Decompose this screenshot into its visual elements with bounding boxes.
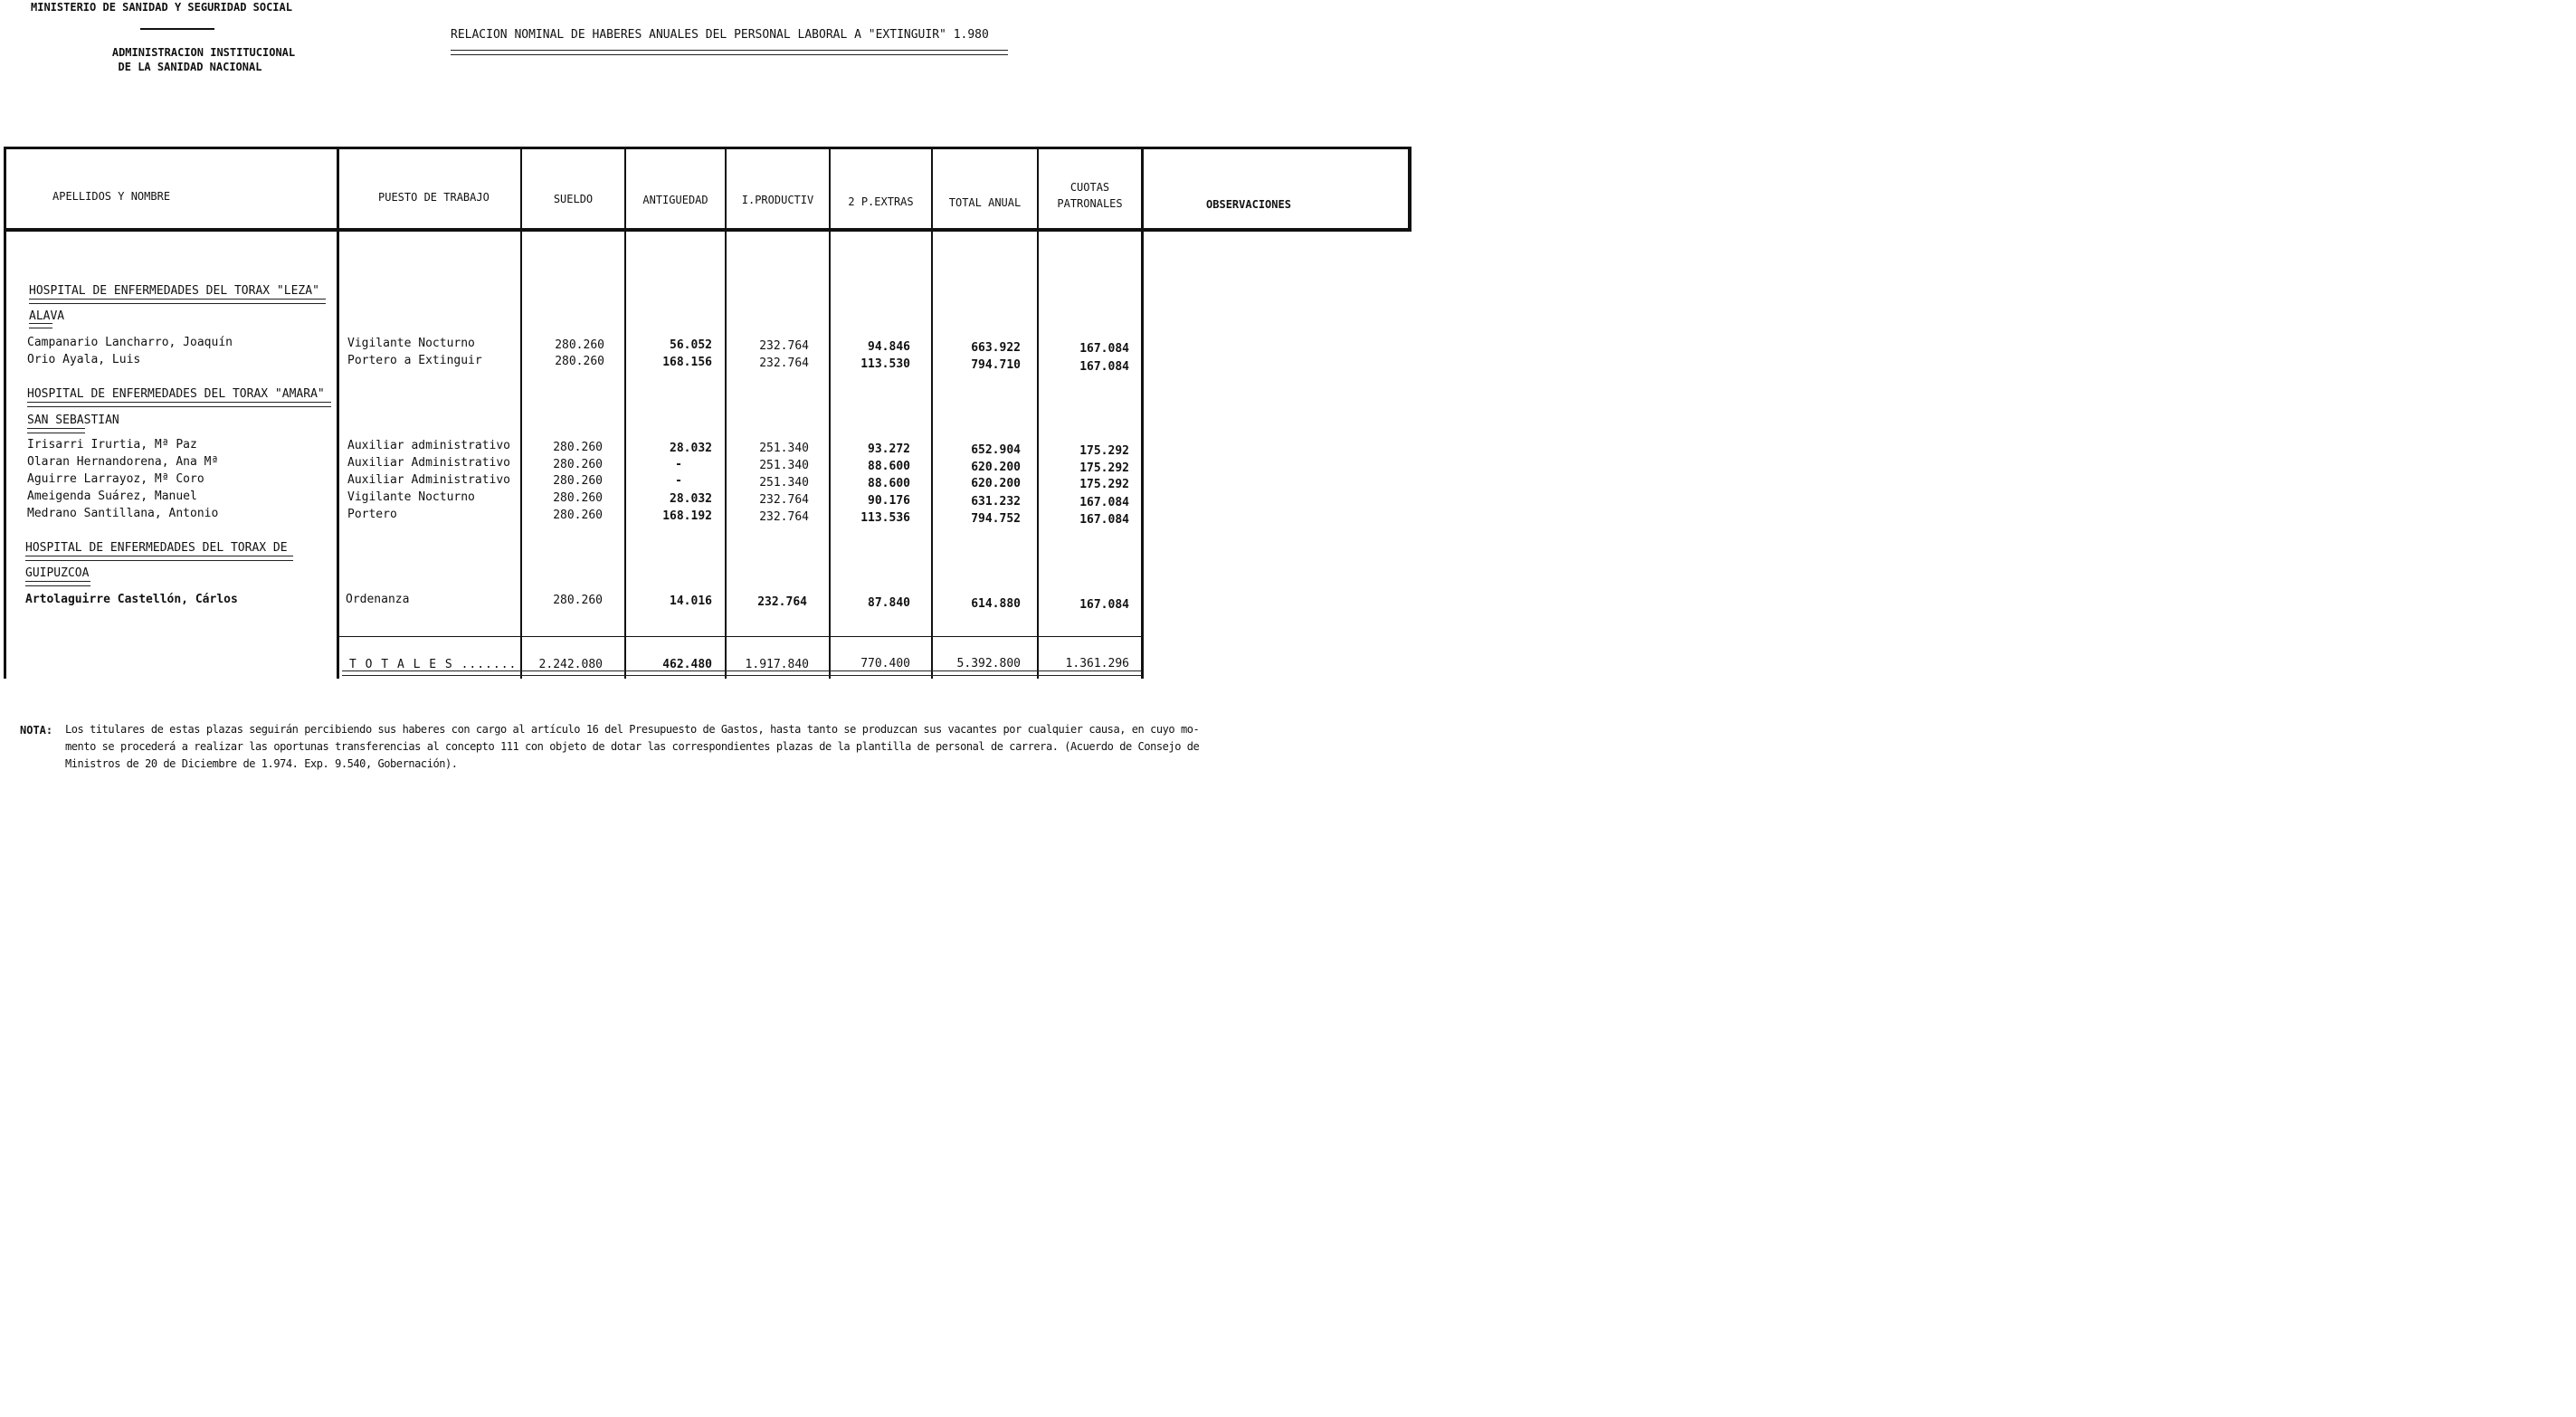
cell-puesto: Auxiliar Administrativo: [347, 456, 511, 470]
cell-puesto: Auxiliar administrativo: [347, 439, 511, 452]
section-heading-underline: [25, 556, 293, 561]
nota-line-3: Ministros de 20 de Diciembre de 1.974. Exp. 9.540, Gobernación).: [65, 757, 458, 770]
cell-sueldo: 280.260: [555, 338, 604, 352]
col-sep-4: [725, 147, 727, 679]
cell-productiv: 232.764: [759, 510, 809, 524]
cell-puesto: Portero a Extinguir: [347, 354, 482, 367]
admin-line-2: DE LA SANIDAD NACIONAL: [118, 61, 262, 73]
section-location-underline: [29, 323, 52, 328]
cell-puesto: Vigilante Nocturno: [347, 490, 475, 504]
cell-puesto: Vigilante Nocturno: [347, 337, 475, 350]
cell-total: 620.200: [971, 461, 1021, 474]
cell-antiguedad: -: [675, 458, 682, 471]
cell-extras: 93.272: [868, 442, 910, 456]
title-underline: [451, 50, 1008, 55]
ministry-name: MINISTERIO DE SANIDAD Y SEGURIDAD SOCIAL: [31, 1, 292, 14]
col-sep-5: [829, 147, 831, 679]
cell-sueldo: 280.260: [553, 474, 603, 488]
cell-cuotas: 175.292: [1079, 478, 1129, 491]
cell-antiguedad: -: [675, 474, 682, 488]
col-sep-2: [520, 147, 522, 679]
header-sueldo: SUELDO: [553, 193, 594, 205]
header-extras: 2 P.EXTRAS: [848, 195, 914, 208]
header-observaciones: OBSERVACIONES: [1206, 198, 1291, 211]
cell-extras: 88.600: [868, 477, 910, 490]
cell-antiguedad: 28.032: [670, 492, 712, 506]
table-top-border: [4, 147, 1412, 149]
section-hospital-heading: HOSPITAL DE ENFERMEDADES DEL TORAX "LEZA": [29, 284, 319, 298]
cell-cuotas: 167.084: [1079, 360, 1129, 374]
section-location: ALAVA: [29, 309, 65, 323]
cell-puesto: Ordenanza: [346, 593, 410, 606]
total-sueldo: 2.242.080: [538, 658, 603, 671]
cell-antiguedad: 28.032: [670, 442, 712, 455]
cell-extras: 88.600: [868, 460, 910, 473]
cell-puesto: Auxiliar Administrativo: [347, 473, 511, 487]
cell-productiv: 232.764: [759, 339, 809, 353]
cell-name: Aguirre Larrayoz, Mª Coro: [27, 472, 204, 486]
cell-name: Medrano Santillana, Antonio: [27, 507, 219, 520]
cell-total: 614.880: [971, 597, 1021, 611]
cell-antiguedad: 168.192: [662, 509, 712, 523]
cell-name: Orio Ayala, Luis: [27, 353, 141, 366]
table-header-bottom-border: [4, 228, 1412, 232]
cell-total: 663.922: [971, 341, 1021, 355]
col-sep-1: [337, 147, 339, 679]
total-antiguedad: 462.480: [662, 658, 712, 671]
cell-extras: 94.846: [868, 340, 910, 354]
cell-extras: 113.536: [860, 511, 910, 525]
header-productiv: I.PRODUCTIV: [741, 194, 814, 206]
cell-sueldo: 280.260: [553, 509, 603, 522]
col-sep-3: [624, 147, 626, 679]
total-productiv: 1.917.840: [745, 658, 809, 671]
header-puesto: PUESTO DE TRABAJO: [378, 191, 490, 204]
cell-cuotas: 167.084: [1079, 598, 1129, 612]
document-title: RELACION NOMINAL DE HABERES ANUALES DEL PERSONAL LABORAL A "EXTINGUIR" 1.980: [451, 28, 989, 42]
cell-sueldo: 280.260: [553, 458, 603, 471]
total-cuotas: 1.361.296: [1065, 657, 1129, 670]
total-extras: 770.400: [860, 657, 910, 670]
cell-antiguedad: 14.016: [670, 594, 712, 608]
cell-productiv: 251.340: [759, 476, 809, 490]
section-location: GUIPUZCOA: [25, 566, 90, 580]
cell-cuotas: 167.084: [1079, 496, 1129, 509]
header-cuotas: CUOTAS: [1069, 181, 1110, 194]
cell-total: 652.904: [971, 443, 1021, 457]
section-heading-underline: [29, 299, 326, 304]
header-patronales: PATRONALES: [1057, 197, 1123, 210]
cell-antiguedad: 56.052: [670, 338, 712, 352]
totals-top-rule: [339, 636, 1143, 637]
cell-cuotas: 167.084: [1079, 513, 1129, 527]
section-hospital-heading: HOSPITAL DE ENFERMEDADES DEL TORAX DE: [25, 541, 288, 555]
cell-cuotas: 175.292: [1079, 461, 1129, 475]
nota-line-1: Los titulares de estas plazas seguirán percibiendo sus haberes con cargo al artículo 16 del Presupuesto de Gastos, hasta tanto se produzcan sus vacantes por cualquier causa, en cuyo mo-: [65, 723, 1200, 736]
cell-total: 631.232: [971, 495, 1021, 509]
cell-extras: 87.840: [868, 596, 910, 610]
cell-extras: 113.530: [860, 357, 910, 371]
col-sep-6: [931, 147, 933, 679]
col-sep-7: [1037, 147, 1039, 679]
cell-total: 794.710: [971, 358, 1021, 372]
totals-label: T O T A L E S .......: [349, 658, 518, 671]
table-right-border: [1408, 149, 1412, 232]
cell-puesto: Portero: [347, 508, 397, 521]
col-sep-8: [1141, 147, 1144, 679]
header-total-anual: TOTAL ANUAL: [948, 196, 1022, 209]
cell-sueldo: 280.260: [553, 594, 603, 607]
cell-productiv: 251.340: [759, 442, 809, 455]
cell-name: Olaran Hernandorena, Ana Mª: [27, 455, 219, 469]
nota-line-2: mento se procederá a realizar las oportunas transferencias al concepto 111 con objeto de dotar las correspondientes plazas de la plantilla de personal de carrera. (Acuerdo de Consejo de: [65, 740, 1200, 753]
header-antiguedad: ANTIGUEDAD: [642, 194, 708, 206]
section-heading-underline: [27, 402, 331, 407]
cell-cuotas: 167.084: [1079, 342, 1129, 356]
cell-total: 794.752: [971, 512, 1021, 526]
section-location-underline: [27, 428, 85, 433]
cell-productiv: 232.764: [759, 493, 809, 507]
cell-antiguedad: 168.156: [662, 356, 712, 369]
cell-name: Irisarri Irurtia, Mª Paz: [27, 438, 197, 452]
section-hospital-heading: HOSPITAL DE ENFERMEDADES DEL TORAX "AMARA": [27, 387, 325, 401]
cell-sueldo: 280.260: [553, 491, 603, 505]
cell-sueldo: 280.260: [555, 355, 604, 368]
nota-label: NOTA:: [20, 724, 53, 737]
admin-line-1: ADMINISTRACION INSTITUCIONAL: [111, 46, 296, 59]
cell-productiv: 232.764: [757, 595, 807, 609]
header-apellidos: APELLIDOS Y NOMBRE: [52, 190, 171, 203]
cell-productiv: 251.340: [759, 459, 809, 472]
cell-cuotas: 175.292: [1079, 444, 1129, 458]
cell-productiv: 232.764: [759, 357, 809, 370]
section-location-underline: [25, 581, 90, 586]
cell-total: 620.200: [971, 477, 1021, 490]
cell-sueldo: 280.260: [553, 441, 603, 454]
cell-name: Campanario Lancharro, Joaquín: [27, 336, 233, 349]
header-separator: [140, 28, 214, 30]
totals-underline: [342, 670, 1142, 676]
section-location: SAN SEBASTIAN: [27, 414, 119, 427]
total-total-anual: 5.392.800: [956, 657, 1021, 670]
table-left-border: [4, 147, 6, 679]
cell-name: Artolaguirre Castellón, Cárlos: [25, 593, 238, 606]
cell-name: Ameigenda Suárez, Manuel: [27, 490, 197, 503]
cell-extras: 90.176: [868, 494, 910, 508]
